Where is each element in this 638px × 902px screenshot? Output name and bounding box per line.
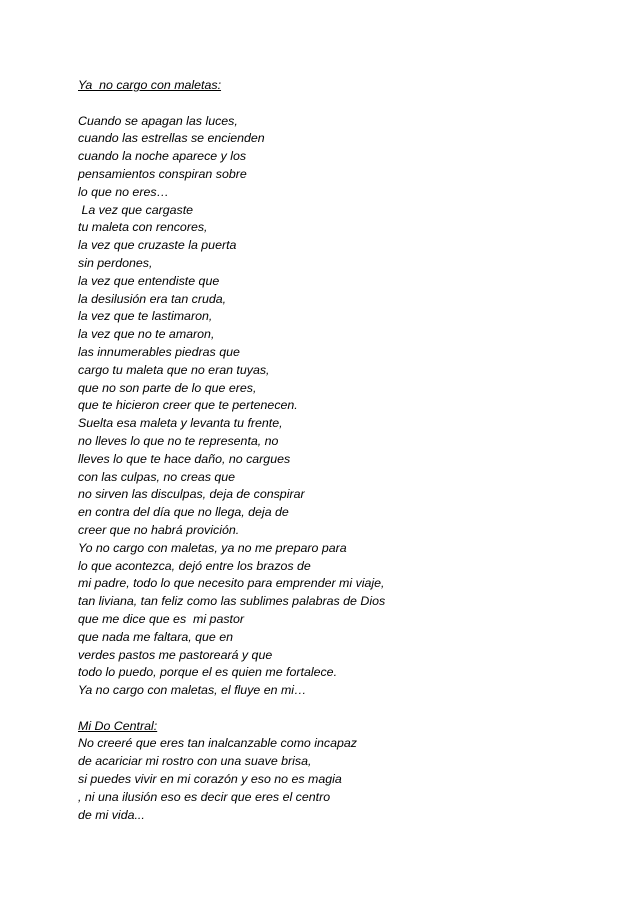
poem-line: la vez que entendiste que <box>78 273 220 288</box>
poem-line: que no son parte de lo que eres, <box>78 380 257 395</box>
poem-line: cuando las estrellas se encienden <box>78 131 265 146</box>
poem-line: con las culpas, no creas que <box>78 469 236 484</box>
poem-line: no lleves lo que no te representa, no <box>78 433 279 448</box>
poem-line: cargo tu maleta que no eran tuyas, <box>78 362 270 377</box>
poem-line: Ya no cargo con maletas, el fluye en mi… <box>78 683 307 698</box>
poem-line: todo lo puedo, porque el es quien me fortalece. <box>78 665 338 680</box>
poem-line: Yo no cargo con maletas, ya no me preparo para <box>78 540 347 555</box>
poem-line: No creeré que eres tan inalcanzable como incapaz <box>78 736 357 751</box>
poem-line: lleves lo que te hace daño, no cargues <box>78 451 291 466</box>
poem-line: que nada me faltara, que en <box>78 629 233 644</box>
poem-line: verdes pastos me pastoreará y que <box>78 647 273 662</box>
poem-line: la vez que no te amaron, <box>78 327 215 342</box>
poem-line: Cuando se apagan las luces, <box>78 113 238 128</box>
poem-line: de mi vida... <box>78 807 145 822</box>
poem-line: La vez que cargaste <box>78 202 194 217</box>
poem-line: si puedes vivir en mi corazón y eso no es magia <box>78 772 342 787</box>
poem-line: pensamientos conspiran sobre <box>78 166 247 181</box>
blank-line <box>78 95 578 113</box>
poem-line: en contra del día que no llega, deja de <box>78 505 289 520</box>
poem-line: lo que no eres… <box>78 184 169 199</box>
poem-line: de acariciar mi rostro con una suave brisa, <box>78 754 312 769</box>
poem-line: las innumerables piedras que <box>78 344 240 359</box>
poem-content <box>78 77 578 824</box>
poem-line: cuando la noche aparece y los <box>78 149 247 164</box>
poem-line: que me dice que es mi pastor <box>78 611 244 626</box>
blank-line <box>78 700 578 718</box>
poem-line: mi padre, todo lo que necesito para emprender mi viaje, <box>78 576 385 591</box>
poem-line: creer que no habrá provición. <box>78 522 240 537</box>
poem-title-mi-do-central: Mi Do Central: <box>78 718 158 733</box>
poem-line: sin perdones, <box>78 255 153 270</box>
poem-line: la vez que cruzaste la puerta <box>78 238 237 253</box>
poem-line: Suelta esa maleta y levanta tu frente, <box>78 416 283 431</box>
poem-line: que te hicieron creer que te pertenecen. <box>78 398 298 413</box>
poem-line: la desilusión era tan cruda, <box>78 291 227 306</box>
poem-line: la vez que te lastimaron, <box>78 309 213 324</box>
poem-line: tan liviana, tan feliz como las sublimes palabras de Dios <box>78 594 386 609</box>
poem-line: lo que acontezca, dejó entre los brazos de <box>78 558 311 573</box>
poem-line: , ni una ilusión eso es decir que eres el centro <box>78 789 331 804</box>
poem-line: tu maleta con rencores, <box>78 220 208 235</box>
poem-title-ya-no-cargo: Ya no cargo con maletas: <box>78 78 222 92</box>
poem-line: no sirven las disculpas, deja de conspirar <box>78 487 305 502</box>
